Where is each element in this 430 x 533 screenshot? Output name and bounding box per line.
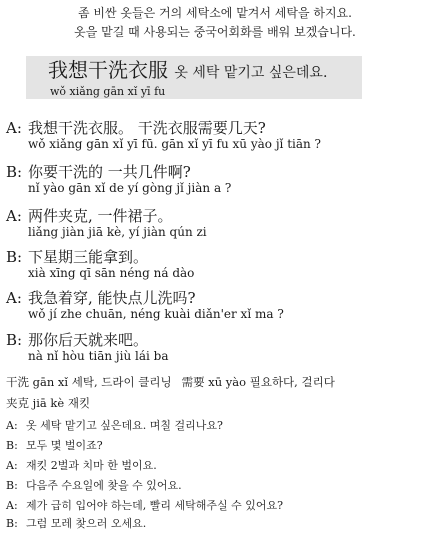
dialogue-line — [6, 207, 426, 240]
chinese-sentence: 我急着穿, 能快点儿洗吗? — [28, 289, 196, 307]
intro-line: 좀 비싼 옷들은 거의 세탁소에 맡겨서 세탁을 하지요. — [78, 6, 352, 20]
pinyin-line: wǒ jí zhe chuān, néng kuài diǎn'er xǐ ma ? — [28, 307, 284, 321]
pinyin-line: nǐ yào gān xǐ de yí gòng jǐ jiàn a ? — [28, 181, 232, 195]
pinyin-line: nà nǐ hòu tiān jiù lái ba — [28, 349, 169, 363]
translation-text: 옷 세탁 맡기고 싶은데요. 며칠 걸리나요? — [26, 419, 223, 432]
banner-heading — [48, 58, 362, 85]
speaker-label: B: — [6, 248, 23, 266]
banner-heading-chinese: 我想干洗衣服 — [48, 58, 168, 82]
speaker-label: A: — [6, 459, 18, 472]
dialogue-line — [6, 289, 426, 322]
chinese-sentence: 两件夹克, 一件裙子。 — [28, 207, 173, 225]
vocab-entry: 干洗 gān xǐ 세탁, 드라이 클리닝 — [6, 375, 172, 389]
chinese-sentence: 那你后天就来吧。 — [28, 331, 149, 349]
pinyin-line: liǎng jiàn jiā kè, yí jiàn qún zi — [28, 225, 207, 239]
speaker-label: B: — [6, 439, 18, 452]
title-banner — [26, 56, 362, 99]
vocab-line — [6, 375, 335, 390]
speaker-label: B: — [6, 331, 23, 349]
translation-text: 그럼 모레 찾으러 오세요. — [26, 517, 147, 530]
pinyin-line: wǒ xiǎng gān xǐ yī fū. gān xǐ yī fu xū yào jǐ tiān ? — [28, 137, 321, 151]
chinese-sentence: 我想干洗衣服。 干洗衣服需要几天? — [28, 119, 266, 137]
speaker-label: A: — [6, 419, 18, 432]
chinese-sentence: 下星期三能拿到。 — [28, 248, 149, 266]
translation-text: 모두 몇 벌이죠? — [26, 439, 103, 452]
translation-line — [6, 439, 103, 453]
pinyin-line: xià xīng qī sān néng ná dào — [28, 266, 195, 280]
banner-pinyin: wǒ xiǎng gān xǐ yī fu — [50, 85, 166, 98]
vocab-entry: 需要 xū yào 필요하다, 걸리다 — [181, 375, 335, 389]
translation-line — [6, 459, 157, 473]
speaker-label: A: — [6, 207, 22, 225]
dialogue-line — [6, 163, 426, 196]
speaker-label: B: — [6, 163, 23, 181]
translation-text: 재킷 2벌과 치마 한 벌이요. — [26, 459, 157, 472]
speaker-label: B: — [6, 517, 18, 530]
dialogue-line — [6, 248, 426, 281]
chinese-sentence: 你要干洗的 一共几件啊? — [28, 163, 191, 181]
translation-line — [6, 479, 182, 493]
speaker-label: A: — [6, 499, 18, 512]
banner-heading-korean: 옷 세탁 맡기고 싶은데요. — [174, 65, 328, 81]
speaker-label: B: — [6, 479, 18, 492]
speaker-label: A: — [6, 289, 22, 307]
dialogue-line — [6, 119, 426, 152]
translation-line — [6, 499, 283, 513]
speaker-label: A: — [6, 119, 22, 137]
dialogue-line — [6, 331, 426, 364]
translation-line — [6, 419, 223, 433]
vocab-line — [6, 396, 90, 411]
translation-text: 다음주 수요일에 찾을 수 있어요. — [26, 479, 182, 492]
translation-text: 제가 급히 입어야 하는데, 빨리 세탁해주실 수 있어요? — [26, 499, 284, 512]
intro-line: 옷을 맡길 때 사용되는 중국어회화를 배워 보겠습니다. — [74, 25, 356, 39]
translation-line — [6, 517, 146, 531]
vocab-entry: 夹克 jiā kè 재킷 — [6, 396, 91, 410]
